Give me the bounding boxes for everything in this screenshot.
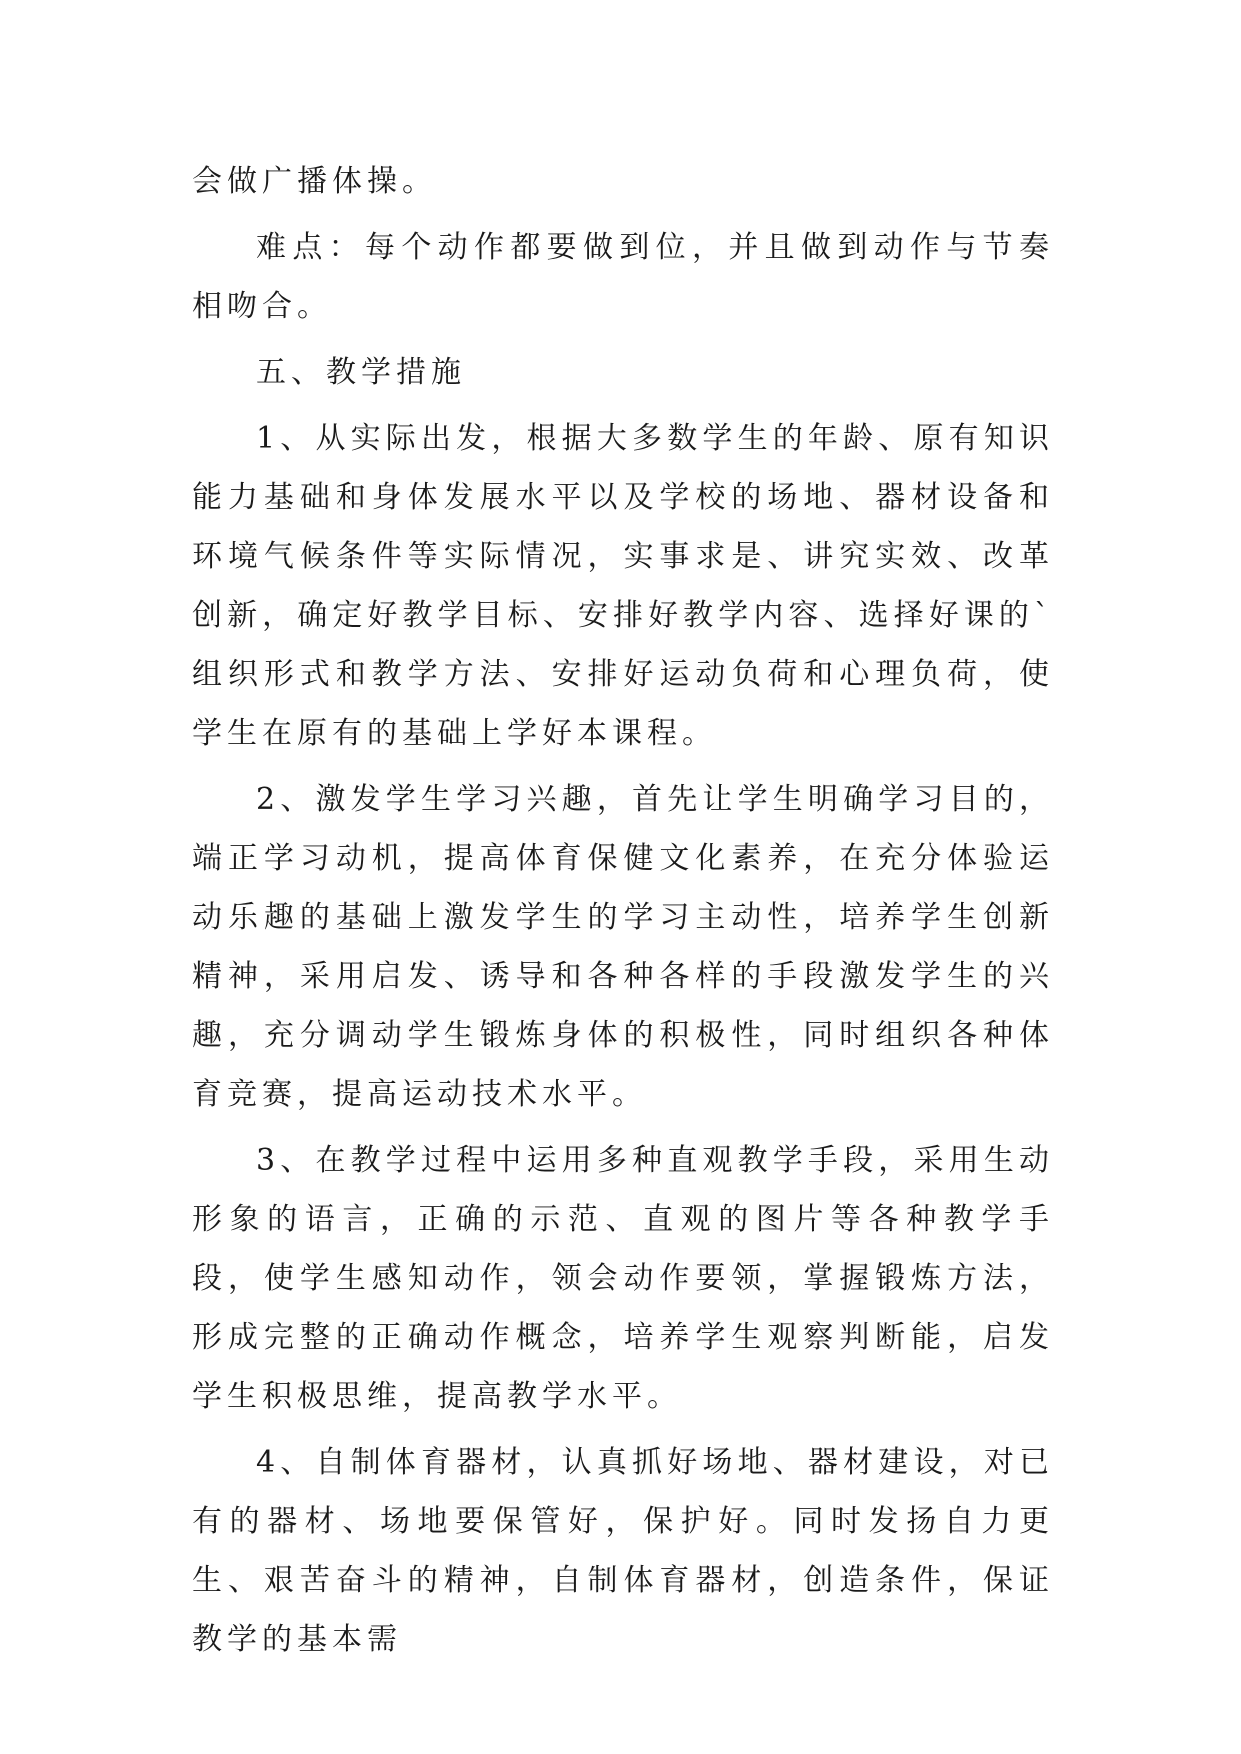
paragraph-measure-1: 1、从实际出发，根据大多数学生的年龄、原有知识能力基础和身体发展水平以及学校的场地、器材设备和环境气候条件等实际情况，实事求是、讲究实效、改革创新，确定好教学目标、安排好教学内容、选择好课的`组织形式和教学方法、安排好运动负荷和心理负荷，使学生在原有的基础上学好本课程。 bbox=[192, 421, 1054, 751]
paragraph-continuation: 会做广播体操。 bbox=[192, 164, 437, 199]
paragraph-measure-3: 3、在教学过程中运用多种直观教学手段，采用生动形象的语言，正确的示范、直观的图片等各种教学手段，使学生感知动作，领会动作要领，掌握锻炼方法，形成完整的正确动作概念，培养学生观察判断能，启发学生积极思维，提高教学水平。 bbox=[192, 1143, 1054, 1414]
section-heading-teaching-measures: 五、教学措施 bbox=[256, 355, 466, 390]
paragraph-difficulty: 难点：每个动作都要做到位，并且做到动作与节奏相吻合。 bbox=[192, 230, 1054, 324]
paragraph-measure-4: 4、自制体育器材，认真抓好场地、器材建设，对已有的器材、场地要保管好，保护好。同时发扬自力更生、艰苦奋斗的精神，自制体育器材，创造条件，保证教学的基本需 bbox=[192, 1445, 1054, 1657]
paragraph-measure-2: 2、激发学生学习兴趣，首先让学生明确学习目的，端正学习动机，提高体育保健文化素养，在充分体验运动乐趣的基础上激发学生的学习主动性，培养学生创新精神，采用启发、诱导和各种各样的手段激发学生的兴趣，充分调动学生锻炼身体的积极性，同时组织各种体育竞赛，提高运动技术水平。 bbox=[192, 782, 1054, 1112]
document-body bbox=[192, 152, 1054, 1676]
